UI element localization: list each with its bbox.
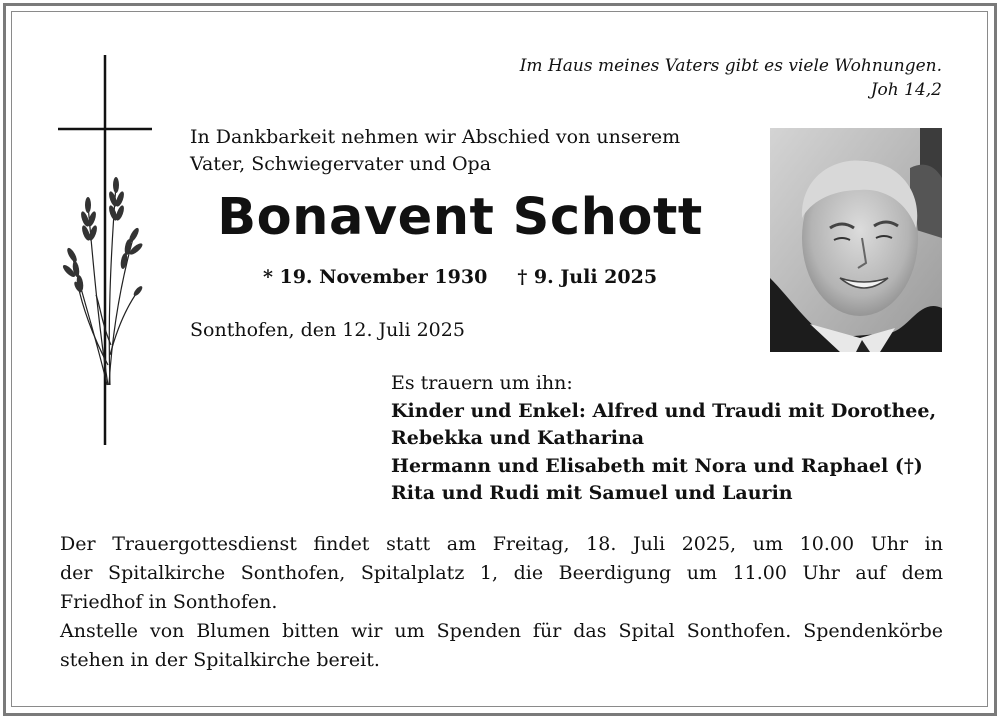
service-line: der Spitalkirche Sonthofen, Spitalplatz 1, die Beerdigung um 11.00 Uhr auf dem: [60, 562, 943, 584]
intro-line-2: Vater, Schwiegervater und Opa: [190, 153, 492, 175]
quote-source: Joh 14,2: [870, 80, 942, 100]
service-line: Friedhof in Sonthofen.: [60, 591, 278, 613]
cross-with-wheat: [50, 55, 160, 450]
mourner-line: Rebekka und Katharina: [391, 427, 645, 449]
service-line: Der Trauergottesdienst findet statt am Freitag, 18. Juli 2025, um 10.00 Uhr in: [60, 533, 943, 555]
mourners-list: [391, 370, 936, 508]
quote-text: Im Haus meines Vaters gibt es viele Wohnungen.: [519, 56, 942, 76]
birth-date: * 19. November 1930: [262, 266, 488, 288]
bible-quote: [382, 54, 942, 102]
service-information: [60, 530, 943, 675]
cross-icon: [50, 55, 160, 450]
mourners-heading: Es trauern um ihn:: [391, 372, 573, 394]
mourner-line: Rita und Rudi mit Samuel und Laurin: [391, 482, 793, 504]
mourner-line: Hermann und Elisabeth mit Nora und Raphael (†): [391, 454, 923, 477]
donation-line: stehen in der Spitalkirche bereit.: [60, 649, 380, 671]
life-dates: [190, 266, 730, 288]
death-date: † 9. Juli 2025: [517, 266, 658, 288]
deceased-name: Bonavent Schott: [217, 188, 703, 247]
portrait-photo: [770, 128, 942, 352]
place-and-date: Sonthofen, den 12. Juli 2025: [190, 319, 465, 341]
intro-text: [190, 124, 680, 178]
mourner-line: Kinder und Enkel: Alfred und Traudi mit Dorothee,: [391, 399, 937, 422]
intro-line-1: In Dankbarkeit nehmen wir Abschied von unserem: [190, 126, 681, 148]
donation-line: Anstelle von Blumen bitten wir um Spenden für das Spital Sonthofen. Spendenkörbe: [60, 620, 943, 642]
